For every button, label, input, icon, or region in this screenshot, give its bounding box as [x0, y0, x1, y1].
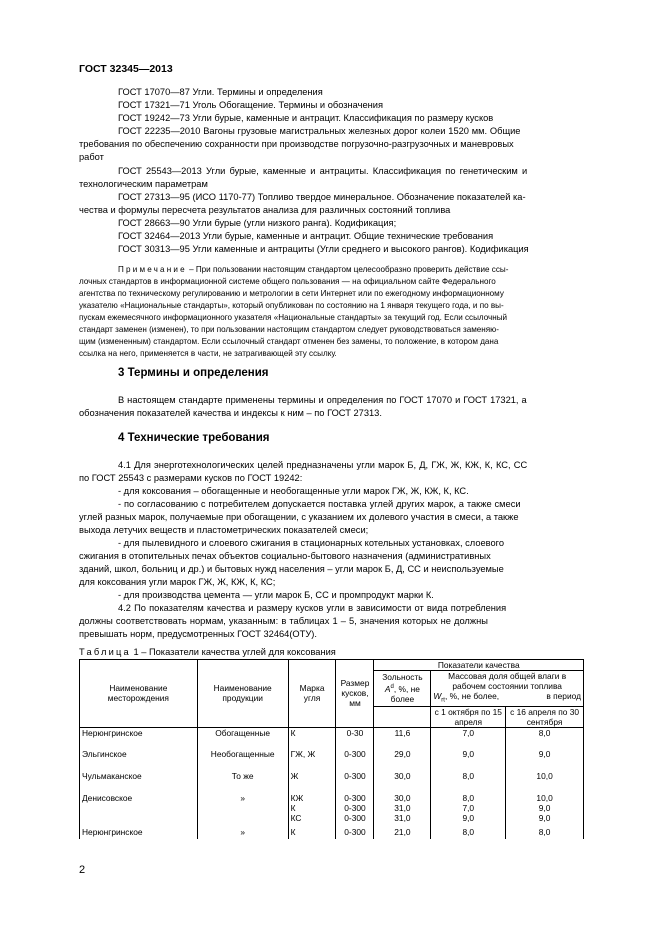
reference-line: ГОСТ 32464—2013 Угли бурые, каменные и антрацит. Общие технические требования: [118, 231, 494, 241]
paragraph-line: - для пылевидного и слоевого сжигания в стационарных котельных установках, слоевого: [118, 538, 505, 548]
cell-w1: 9,0: [431, 749, 506, 771]
paragraph-line: должны соответствовать нормам, указанным: в таблицах 1 – 5, значения которых не должны: [79, 616, 488, 626]
reference-line: чества и формулы пересчета результатов анализа для различных состояний топлива: [79, 205, 451, 215]
cell-field: Нерюнгринское: [80, 827, 198, 839]
header-cell: [374, 671, 431, 707]
reference-line: ГОСТ 17070—87 Угли. Термины и определения: [118, 87, 323, 97]
cell-grade: К: [288, 727, 336, 749]
cell-product: Необогащенные: [197, 749, 288, 771]
paragraph-line: выхода летучих веществ и пластометрических показателей смеси;: [79, 525, 369, 535]
cell-w1: 7,0: [431, 727, 506, 749]
cell-product: То же: [197, 771, 288, 793]
cell-w1: 8,0: [431, 827, 506, 839]
paragraph-line: превышать норм, предусмотренных ГОСТ 32464(ОТУ).: [79, 629, 317, 639]
cell-size: 0-300: [336, 749, 374, 771]
table-row: [80, 749, 584, 771]
paragraph-line: 4.2 По показателям качества и размеру кусков угли в зависимости от вида потребления: [118, 603, 507, 613]
cell-product: »: [197, 793, 288, 827]
cell-product: »: [197, 827, 288, 839]
paragraph-line: зданий, школ, больниц и др.) и бытовых нужд населения – угли марок Б, Д, СС и неиспользуемые: [79, 564, 504, 574]
reference-line: работ: [79, 152, 104, 162]
header-cell: Массовая доля общей влаги в рабочем состоянии топлива $W_{rt}$, %, не более, в период: [431, 671, 584, 707]
header-cell: Размер кусков, мм: [336, 660, 374, 728]
note-line: указателю «Национальные стандарты», который опубликован по состоянию на 1 января текущего года, и по вы-: [79, 301, 504, 310]
reference-line: ГОСТ 17321—71 Уголь Обогащение. Термины и обозначения: [118, 100, 383, 110]
cell-w1: 8,0 7,0 9,0: [431, 793, 506, 827]
note-line: стандарт заменен (изменен), то при пользовании настоящим стандартом следует руководствоваться заменяю-: [79, 325, 499, 334]
note-line: Примечание – При пользовании настоящим стандартом целесообразно проверить действие ссы-: [118, 265, 509, 274]
table-row: [80, 727, 584, 749]
header-cell: с 1 октября по 15 апреля: [431, 706, 506, 727]
cell-grade: К: [288, 827, 336, 839]
cell-field: Денисовское: [80, 793, 198, 827]
reference-line: ГОСТ 28663—90 Угли бурые (угли низкого ранга). Кодификация;: [118, 218, 397, 228]
cell-w2: 10,0 9,0 9,0: [506, 793, 584, 827]
page-number: 2: [79, 864, 86, 876]
cell-size: 0-30: [336, 727, 374, 749]
cell-field: Эльгинское: [80, 749, 198, 771]
table-row: [80, 793, 584, 827]
cell-ash: 11,6: [374, 727, 431, 749]
paragraph-line: сжигания в отопительных печах объектов социально-бытового назначения (административных: [79, 551, 491, 561]
note-line: щим (измененным) стандартом. Если ссылочный стандарт отменен без замены, то положение, в котором дана: [79, 337, 499, 346]
note-label: Примечание: [118, 265, 187, 274]
cell-w2: 8,0: [506, 827, 584, 839]
cell-ash: 29,0: [374, 749, 431, 771]
cell-ash: 30,0: [374, 771, 431, 793]
cell-field: Чульмаканское: [80, 771, 198, 793]
cell-w2: 8,0: [506, 727, 584, 749]
header-cell: Наименование месторождения: [80, 660, 198, 728]
ash-header: Зольность $A^d$, %, не более: [382, 672, 423, 705]
note-line: пускам ежемесячного информационного указателя «Национальные стандарты» за текущий год. Если ссылочный: [79, 313, 508, 322]
note-line: агентства по техническому регулированию и метрологии в сети Интернет или по ежегодному информационному: [79, 289, 504, 298]
cell-grade: Ж: [288, 771, 336, 793]
paragraph-line: - по согласованию с потребителем допускается поставка углей других марок, а также смеси: [118, 499, 521, 509]
page-header: ГОСТ 32345—2013: [79, 63, 173, 75]
reference-line: требования по обеспечению сохранности при производстве погрузочно-разгрузочных и маневровых: [79, 139, 514, 149]
cell-field: Нерюнгринское: [80, 727, 198, 749]
paragraph-line: 4.1 Для энерготехнологических целей предназначены угли марок Б, Д, ГЖ, Ж, КЖ, К, КС, СС: [118, 460, 528, 470]
header-cell: Марка угля: [288, 660, 336, 728]
reference-line: ГОСТ 27313—95 (ИСО 1170-77) Топливо твердое минеральное. Обозначение показателей ка-: [118, 192, 526, 202]
reference-line: ГОСТ 22235—2010 Вагоны грузовые магистральных железных дорог колеи 1520 мм. Общие: [118, 126, 521, 136]
cell-grade: ГЖ, Ж: [288, 749, 336, 771]
note-line: лочных стандартов в информационной системе общего пользования — на официальном сайте Федерального: [79, 277, 496, 286]
cell-ash: 21,0: [374, 827, 431, 839]
cell-w1: 8,0: [431, 771, 506, 793]
cell-ash: 30,0 31,0 31,0: [374, 793, 431, 827]
header-cell: Показатели качества: [374, 660, 584, 671]
reference-line: ГОСТ 19242—73 Угли бурые, каменные и антрацит. Классификация по размеру кусков: [118, 113, 494, 123]
table-caption: Таблица 1 – Показатели качества углей для коксования: [79, 647, 336, 657]
cell-size: 0-300: [336, 827, 374, 839]
table-body: [80, 727, 584, 839]
reference-line: ГОСТ 25543—2013 Угли бурые, каменные и антрациты. Классификация по генетическим и: [118, 166, 528, 176]
cell-grade: КЖ К КС: [288, 793, 336, 827]
paragraph-line: по ГОСТ 25543 с размерами кусков по ГОСТ 19242:: [79, 473, 303, 483]
paragraph-line: для коксования угли марок ГЖ, Ж, КЖ, К, КС;: [79, 577, 276, 587]
reference-line: ГОСТ 30313—95 Угли каменные и антрациты (Угли среднего и высокого рангов). Кодификация: [118, 244, 529, 254]
cell-w2: 10,0: [506, 771, 584, 793]
cell-product: Обогащенные: [197, 727, 288, 749]
header-cell: Наименование продукции: [197, 660, 288, 728]
section-4-title: 4 Технические требования: [118, 432, 270, 444]
table-row: [80, 827, 584, 839]
paragraph-line: - для производства цемента — угли марок Б, СС и промпродукт марки К.: [118, 590, 434, 600]
note-line: ссылка на него, применяется в части, не затрагивающей эту ссылку.: [79, 349, 337, 358]
section-3-text: В настоящем стандарте применены термины и определения по ГОСТ 17070 и ГОСТ 17321, а: [118, 395, 527, 405]
cell-w2: 9,0: [506, 749, 584, 771]
quality-table: [79, 659, 584, 839]
reference-line: технологическим параметрам: [79, 179, 208, 189]
cell-size: 0-300 0-300 0-300: [336, 793, 374, 827]
table-row: [80, 771, 584, 793]
cell-size: 0-300: [336, 771, 374, 793]
header-cell: с 16 апреля по 30 сентября: [506, 706, 584, 727]
section-3-text: обозначения показателей качества и индексы к ним – по ГОСТ 27313.: [79, 408, 382, 418]
paragraph-line: - для коксования – обогащенные и необогащенные угли марок ГЖ, Ж, КЖ, К, КС.: [118, 486, 469, 496]
section-3-title: 3 Термины и определения: [118, 367, 269, 379]
paragraph-line: углей разных марок, получаемые при обогащении, с указанием их долевого участия в смеси, а также: [79, 512, 519, 522]
